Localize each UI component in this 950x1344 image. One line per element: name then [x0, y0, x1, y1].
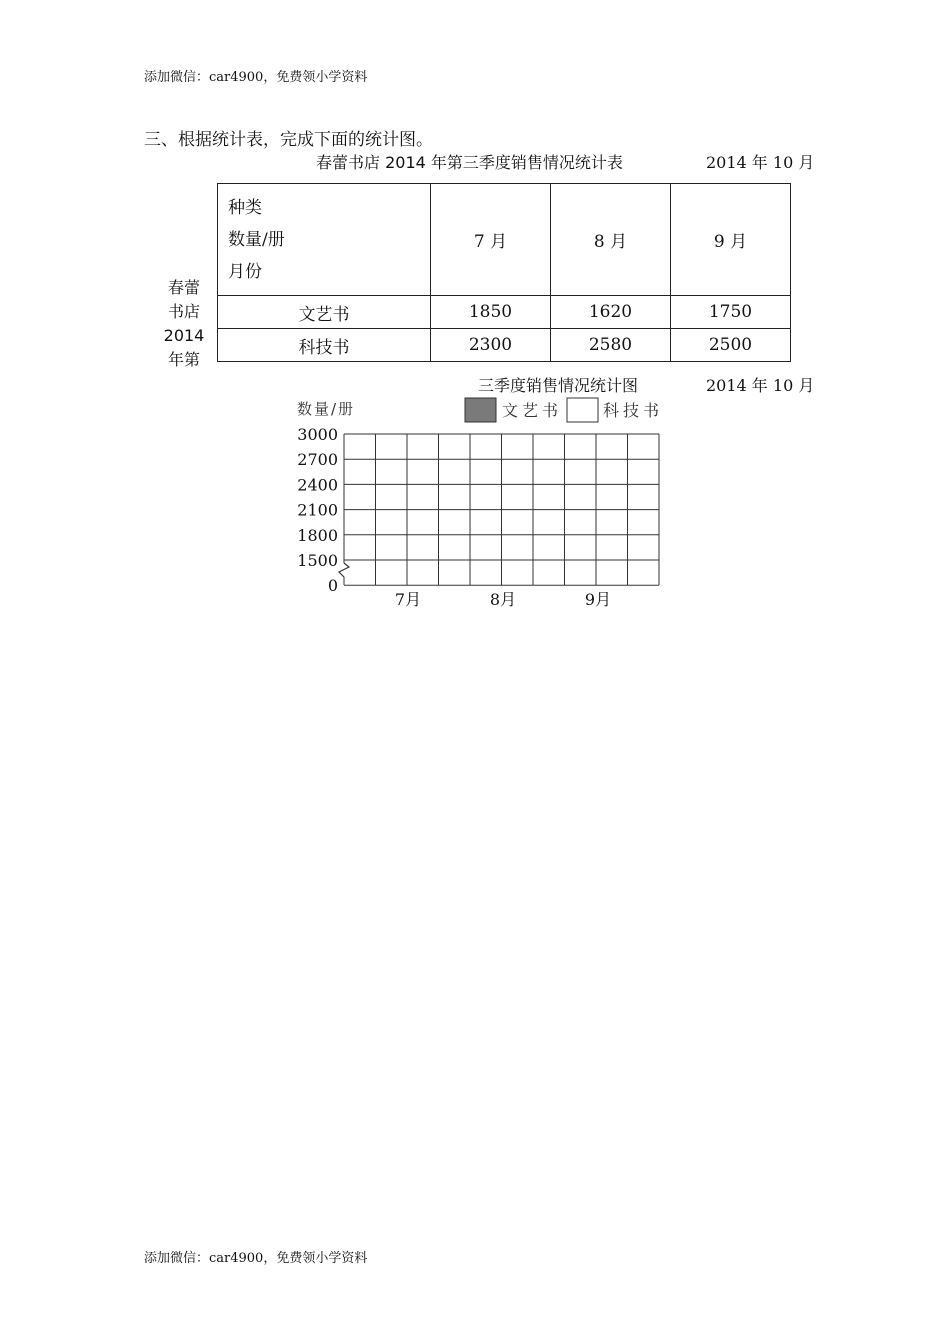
legend-label: 科技书: [603, 401, 664, 420]
table-cell: 1620: [551, 296, 671, 329]
page-footer: 添加微信：car4900，免费领小学资料: [144, 1251, 368, 1266]
table-cell: 2300: [431, 329, 551, 362]
table-cell: 2500: [671, 329, 791, 362]
legend-swatch-science: [567, 398, 598, 422]
y-tick-label: 2400: [297, 475, 338, 495]
table-date: 2014 年 10 月: [706, 153, 815, 172]
x-tick-label: 7月: [394, 590, 422, 609]
y-tick-label: 2100: [297, 500, 338, 520]
y-tick-label: 2700: [297, 450, 338, 470]
month-header-cell: 9 月: [671, 184, 791, 296]
y-tick-label: 3000: [297, 425, 338, 444]
side-line: 年第: [167, 350, 200, 369]
month-header-cell: 7 月: [431, 184, 551, 296]
y-tick-label: 0: [327, 576, 338, 596]
corner-label-kind: 种类: [228, 197, 262, 218]
row-label: 科技书: [218, 329, 431, 362]
row-label: 文艺书: [218, 296, 431, 329]
y-tick-label: 1800: [297, 525, 338, 545]
chart-title: 三季度销售情况统计图: [478, 376, 639, 395]
chart-date: 2014 年 10 月: [706, 376, 815, 395]
side-line: 春蕾: [167, 278, 200, 297]
table-cell: 1850: [431, 296, 551, 329]
table-cell: 1750: [671, 296, 791, 329]
y-axis-label: 数量/册: [297, 400, 356, 418]
month-header-cell: 8 月: [551, 184, 671, 296]
table-cell: 2580: [551, 329, 671, 362]
corner-label-month: 月份: [228, 261, 262, 282]
legend-swatch-literature: [465, 398, 496, 422]
page-header: 添加微信：car4900，免费领小学资料: [144, 70, 368, 85]
table-title: 春蕾书店 2014 年第三季度销售情况统计表: [316, 153, 623, 172]
side-line: 2014: [163, 326, 205, 345]
corner-label-quantity: 数量/册: [228, 229, 285, 250]
x-tick-label: 9月: [584, 590, 612, 609]
question-text: 三、根据统计表，完成下面的统计图。: [144, 130, 433, 150]
x-tick-label: 8月: [489, 590, 517, 609]
legend-label: 文艺书: [502, 401, 563, 420]
y-tick-label: 1500: [297, 551, 338, 570]
side-line: 书店: [167, 302, 200, 321]
